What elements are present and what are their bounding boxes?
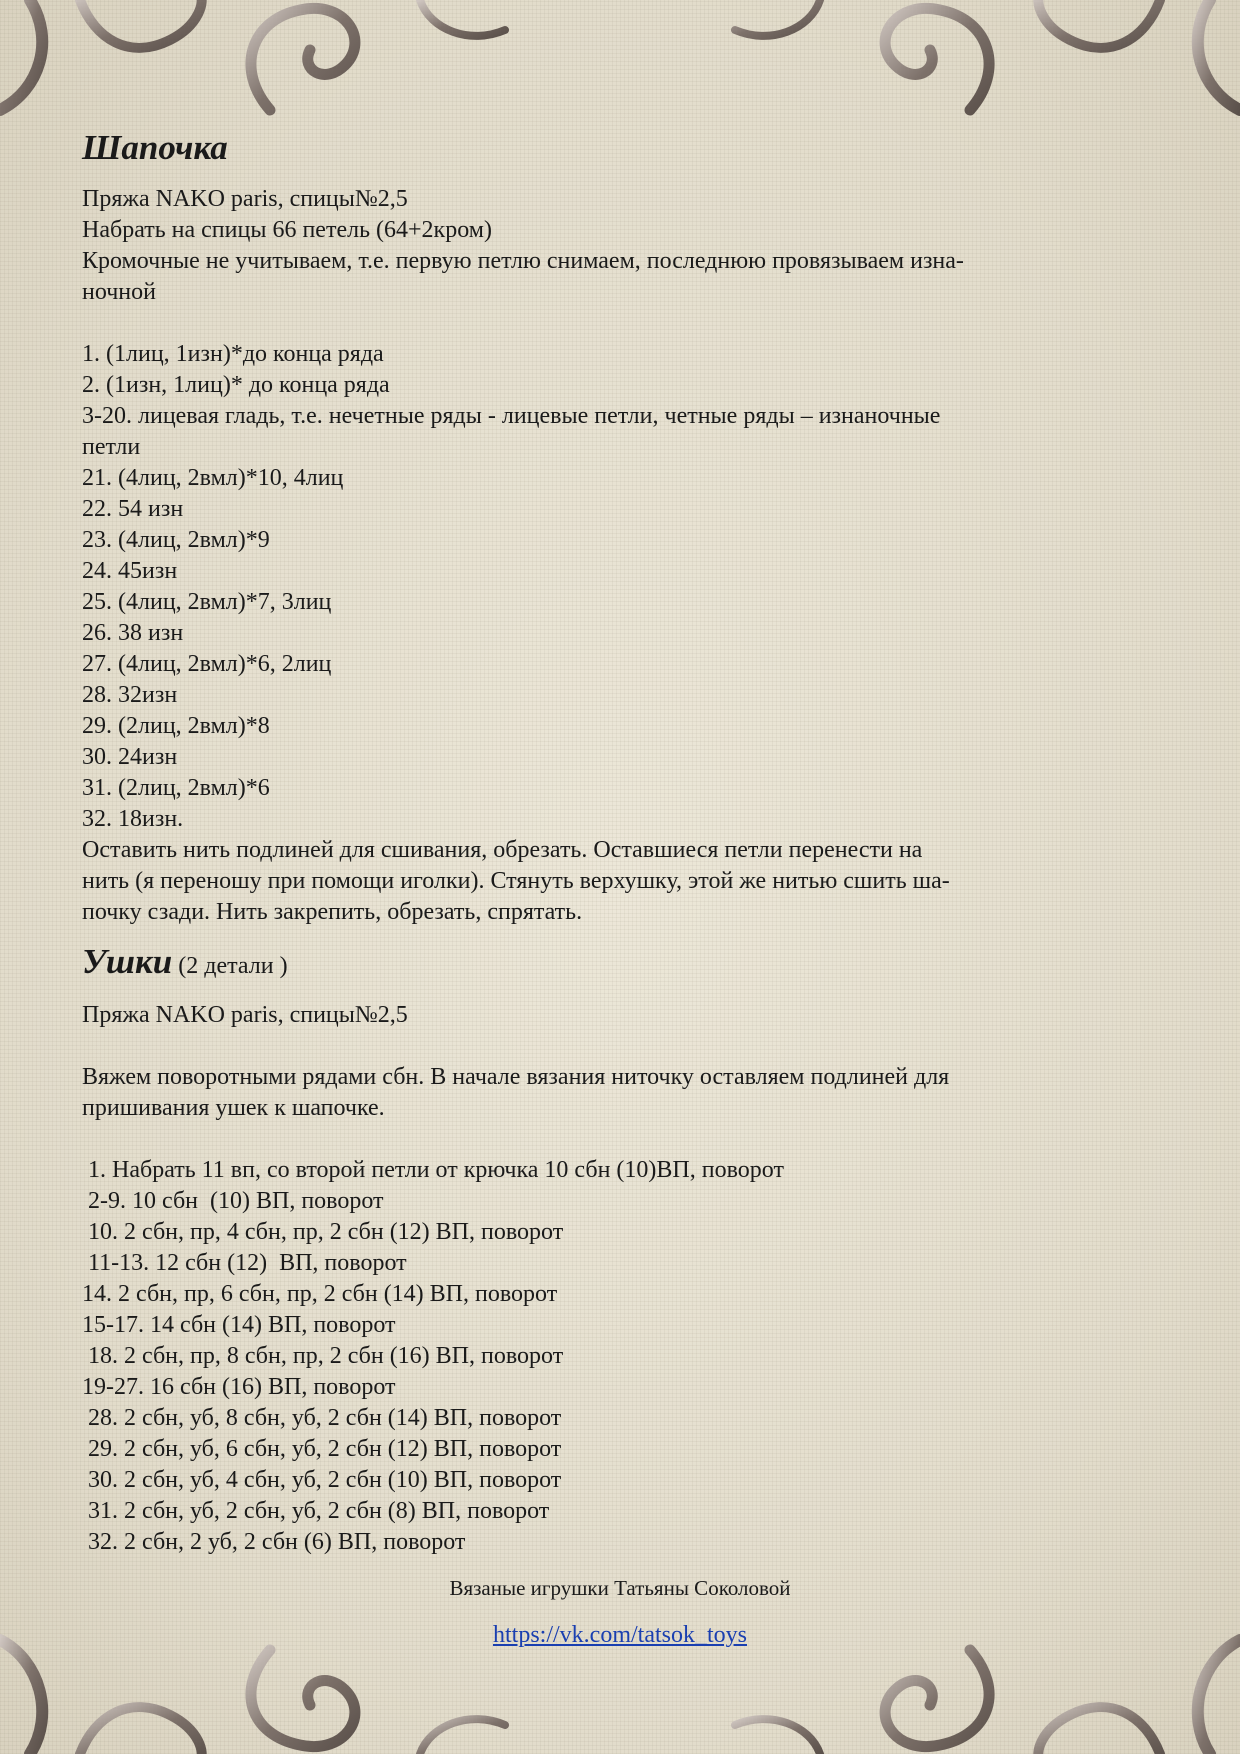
ears-rows-list	[82, 1155, 1157, 1558]
cap-line-edge-1: Кромочные не учитываем, т.е. первую петлю снимаем, последнюю провязываем изна-	[82, 248, 964, 274]
ears-intro-1: Вяжем поворотными рядами сбн. В начале вязания ниточку оставляем подлиней для	[82, 1064, 950, 1090]
footer-vk-link[interactable]: https://vk.com/tatsok_toys	[492, 1622, 747, 1648]
ears-row: 28. 2 сбн, уб, 8 сбн, уб, 2 сбн (14) ВП, поворот	[82, 1405, 562, 1431]
cap-row: 32. 18изн.	[82, 806, 184, 832]
cap-row: 30. 24изн	[82, 744, 178, 770]
footer-author-name: Вязаные игрушки Татьяны Соколовой	[449, 1576, 791, 1600]
ears-row: 14. 2 сбн, пр, 6 сбн, пр, 2 сбн (14) ВП, поворот	[82, 1281, 558, 1307]
cap-row: 22. 54 изн	[82, 496, 184, 522]
ears-row: 19-27. 16 сбн (16) ВП, поворот	[82, 1374, 396, 1400]
cap-row: 26. 38 изн	[82, 620, 184, 646]
footer-link-container	[0, 1622, 1240, 1649]
ears-row: 11-13. 12 сбн (12) ВП, поворот	[82, 1250, 407, 1276]
ears-row: 30. 2 сбн, уб, 4 сбн, уб, 2 сбн (10) ВП, поворот	[82, 1467, 562, 1493]
cap-row: 2. (1изн, 1лиц)* до конца ряда	[82, 372, 390, 398]
cap-line-cast-on: Набрать на спицы 66 петель (64+2кром)	[82, 217, 492, 243]
cap-line-yarn: Пряжа NAKO paris, спицы№2,5	[82, 186, 408, 212]
cap-finishing-3: почку сзади. Нить закрепить, обрезать, спрятать.	[82, 899, 583, 925]
cap-row: 24. 45изн	[82, 558, 178, 584]
ears-intro-2: пришивания ушек к шапочке.	[82, 1095, 385, 1121]
cap-row: 27. (4лиц, 2вмл)*6, 2лиц	[82, 651, 332, 677]
ears-row: 2-9. 10 сбн (10) ВП, поворот	[82, 1188, 384, 1214]
cap-finishing-1: Оставить нить подлиней для сшивания, обрезать. Оставшиеся петли перенести на	[82, 837, 923, 863]
ears-row: 29. 2 сбн, уб, 6 сбн, уб, 2 сбн (12) ВП, поворот	[82, 1436, 562, 1462]
ears-row: 32. 2 сбн, 2 уб, 2 сбн (6) ВП, поворот	[82, 1529, 466, 1555]
pattern-document	[82, 128, 1157, 1558]
cap-row: 25. (4лиц, 2вмл)*7, 3лиц	[82, 589, 332, 615]
cap-row: 21. (4лиц, 2вмл)*10, 4лиц	[82, 465, 344, 491]
ears-row: 10. 2 сбн, пр, 4 сбн, пр, 2 сбн (12) ВП, поворот	[82, 1219, 564, 1245]
ears-row: 18. 2 сбн, пр, 8 сбн, пр, 2 сбн (16) ВП, поворот	[82, 1343, 564, 1369]
cap-row: 28. 32изн	[82, 682, 178, 708]
cap-rows-list	[82, 339, 1157, 928]
cap-row: 3-20. лицевая гладь, т.е. нечетные ряды - лицевые петли, четные ряды – изнаночные	[82, 403, 941, 429]
cap-row: 23. (4лиц, 2вмл)*9	[82, 527, 270, 553]
cap-line-edge-2: ночной	[82, 279, 156, 305]
cap-row: 29. (2лиц, 2вмл)*8	[82, 713, 270, 739]
cap-section-title: Шапочка	[82, 128, 228, 167]
cap-row: 31. (2лиц, 2вмл)*6	[82, 775, 270, 801]
ears-row: 15-17. 14 сбн (14) ВП, поворот	[82, 1312, 396, 1338]
ears-section-heading	[82, 942, 1157, 982]
ears-yarn: Пряжа NAKO paris, спицы№2,5	[82, 1002, 408, 1028]
ears-section-note: (2 детали )	[178, 953, 288, 979]
ears-row: 31. 2 сбн, уб, 2 сбн, уб, 2 сбн (8) ВП, поворот	[82, 1498, 550, 1524]
cap-finishing-2: нить (я переношу при помощи иголки). Стянуть верхушку, этой же нитью сшить ша-	[82, 868, 950, 894]
ears-section-title: Ушки	[82, 942, 173, 981]
ears-row: 1. Набрать 11 вп, со второй петли от крючка 10 сбн (10)ВП, поворот	[82, 1157, 784, 1183]
cap-row: 1. (1лиц, 1изн)*до конца ряда	[82, 341, 384, 367]
cap-row: петли	[82, 434, 141, 460]
